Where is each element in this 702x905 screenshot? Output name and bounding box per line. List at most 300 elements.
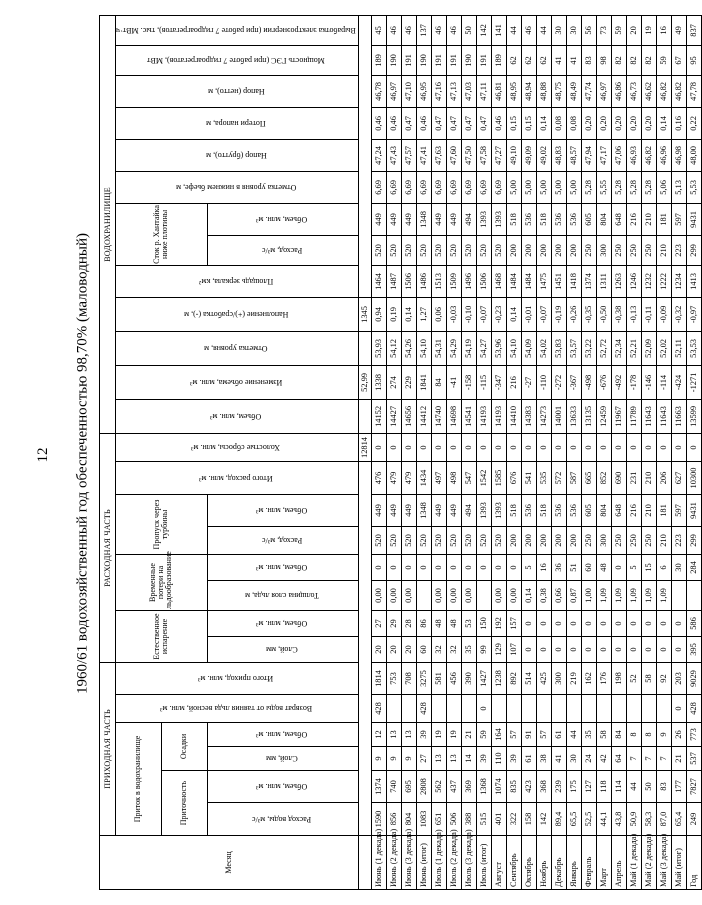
table-cell: 0,00 <box>446 581 461 611</box>
row-label: Июль (3 декада) <box>461 836 476 890</box>
table-cell: 250 <box>641 235 656 265</box>
header-col-7: Слой, мм <box>207 637 358 663</box>
table-cell: 1,09 <box>611 581 626 611</box>
table-cell: 0,66 <box>551 581 566 611</box>
table-cell: 0 <box>641 637 656 663</box>
table-cell: 48 <box>431 611 446 637</box>
table-cell: 32 <box>446 637 461 663</box>
table-cell: 157 <box>506 611 521 637</box>
table-cell: 189 <box>491 45 506 75</box>
table-cell: 388 <box>461 803 476 836</box>
table-cell: 35 <box>581 723 596 747</box>
table-cell: 1246 <box>626 265 641 297</box>
header-osadki: Осадки <box>161 723 207 771</box>
table-cell: 520 <box>386 235 401 265</box>
table-row <box>536 15 551 889</box>
table-cell: 6,69 <box>461 171 476 203</box>
table-cell <box>641 695 656 723</box>
header-evaporation-group: Естественное испарение <box>116 611 208 663</box>
table-cell: 0 <box>566 433 581 461</box>
table-cell: 48,88 <box>536 75 551 107</box>
table-cell: 42 <box>596 747 611 771</box>
table-cell: 47,63 <box>431 139 446 171</box>
table-cell: 541 <box>521 462 536 495</box>
table-cell: 1263 <box>611 265 626 297</box>
table-cell: 57 <box>506 723 521 747</box>
table-cell: 0,14 <box>536 107 551 139</box>
table-cell: 0,94 <box>371 297 386 331</box>
table-cell <box>581 695 596 723</box>
table-cell: 14383 <box>521 399 536 433</box>
table-cell: 52,11 <box>671 331 686 365</box>
table-cell: 41 <box>551 45 566 75</box>
table-cell: 369 <box>461 771 476 803</box>
table-cell: 13 <box>431 747 446 771</box>
table-cell: 30 <box>566 15 581 45</box>
table-cell: 14193 <box>491 399 506 433</box>
table-cell: 0,15 <box>521 107 536 139</box>
table-cell: 142 <box>536 803 551 836</box>
table-cell: 47,74 <box>581 75 596 107</box>
initial-blank-change <box>358 399 371 433</box>
initial-blank <box>358 836 371 890</box>
table-cell: 449 <box>446 203 461 235</box>
table-cell: 47,24 <box>371 139 386 171</box>
table-cell: 0 <box>416 433 431 461</box>
table-row <box>581 15 596 889</box>
table-cell: 14656 <box>401 399 416 433</box>
table-cell: 46,82 <box>671 75 686 107</box>
table-cell: 0 <box>611 555 626 581</box>
table-cell: 1451 <box>551 265 566 297</box>
table-cell: 0 <box>506 433 521 461</box>
table-cell: 740 <box>386 771 401 803</box>
table-cell: 6,69 <box>386 171 401 203</box>
table-cell: 62 <box>506 45 521 75</box>
table-cell: 1841 <box>416 365 431 399</box>
table-cell: 47,16 <box>431 75 446 107</box>
table-cell: 5,53 <box>686 171 701 203</box>
table-cell: 449 <box>446 495 461 527</box>
table-cell: 191 <box>446 45 461 75</box>
table-cell: 497 <box>431 462 446 495</box>
table-cell: 200 <box>521 235 536 265</box>
table-cell <box>386 695 401 723</box>
table-cell: 14412 <box>416 399 431 433</box>
table-cell: 0 <box>461 555 476 581</box>
table-row <box>401 15 416 889</box>
table-cell: 1418 <box>566 265 581 297</box>
table-cell: 50 <box>641 771 656 803</box>
document-title: 1960/61 водохозяйственный год обеспеченностью 98,70% (маловодный) <box>74 232 91 695</box>
table-cell: -0,38 <box>611 297 626 331</box>
table-cell: -0,01 <box>521 297 536 331</box>
table-cell: 142 <box>476 15 491 45</box>
table-cell: 52,34 <box>611 331 626 365</box>
table-cell: 16 <box>656 15 671 45</box>
table-cell: 48,57 <box>566 139 581 171</box>
table-row <box>476 15 491 889</box>
table-cell: 190 <box>461 45 476 75</box>
table-cell: 28 <box>401 611 416 637</box>
table-cell: -367 <box>566 365 581 399</box>
table-cell: 239 <box>551 771 566 803</box>
table-cell: 54,27 <box>476 331 491 365</box>
table-cell: 2808 <box>416 771 431 803</box>
table-cell: 1464 <box>371 265 386 297</box>
table-cell: 0,20 <box>596 107 611 139</box>
table-cell: 49 <box>671 15 686 45</box>
table-cell: 46 <box>431 15 446 45</box>
header-col-25: Напор (нетто), м <box>116 75 359 107</box>
table-cell: 0 <box>491 555 506 581</box>
table-cell: 274 <box>386 365 401 399</box>
table-cell: 1368 <box>476 771 491 803</box>
table-cell: 494 <box>461 495 476 527</box>
table-cell: 41 <box>566 45 581 75</box>
table-cell: 449 <box>386 203 401 235</box>
table-cell: 425 <box>536 663 551 695</box>
table-cell: 0 <box>566 611 581 637</box>
row-label: Октябрь <box>521 836 536 890</box>
table-cell: 520 <box>416 235 431 265</box>
table-cell: 52,72 <box>596 331 611 365</box>
table-cell: 536 <box>566 203 581 235</box>
table-cell: 229 <box>401 365 416 399</box>
table-cell: 200 <box>536 527 551 555</box>
table-row <box>641 15 656 889</box>
table-cell: 12459 <box>596 399 611 433</box>
table-cell: 150 <box>476 611 491 637</box>
table-cell: 44 <box>506 15 521 45</box>
table-cell: 50,9 <box>626 803 641 836</box>
table-cell: 0,00 <box>506 581 521 611</box>
table-cell <box>596 695 611 723</box>
table-cell: 1,09 <box>656 581 671 611</box>
table-cell: 54,19 <box>461 331 476 365</box>
row-label: Ноябрь <box>536 836 551 890</box>
table-cell: 7 <box>656 747 671 771</box>
table-cell: 0 <box>536 611 551 637</box>
table-cell <box>476 581 491 611</box>
header-col-9: Толщина слоя льда, м <box>207 581 358 611</box>
table-cell: 8 <box>641 723 656 747</box>
table-cell: 46,96 <box>656 139 671 171</box>
table-cell: 67 <box>671 45 686 75</box>
table-cell: 6 <box>656 555 671 581</box>
table-cell: 59 <box>656 45 671 75</box>
table-cell: 520 <box>401 235 416 265</box>
table-cell: 1814 <box>371 663 386 695</box>
table-cell: 449 <box>431 495 446 527</box>
table-cell: 200 <box>506 527 521 555</box>
table-cell: 191 <box>401 45 416 75</box>
table-cell: 200 <box>521 527 536 555</box>
table-cell: 0 <box>656 611 671 637</box>
table-cell: 0 <box>596 611 611 637</box>
table-cell: 0 <box>476 695 491 723</box>
table-cell: 0,46 <box>491 107 506 139</box>
table-cell: 3275 <box>416 663 431 695</box>
table-cell: 892 <box>506 663 521 695</box>
table-cell <box>686 581 701 611</box>
table-cell: 46,86 <box>611 75 626 107</box>
table-cell: 11643 <box>656 399 671 433</box>
table-cell: 58,3 <box>641 803 656 836</box>
table-cell: 428 <box>371 695 386 723</box>
table-cell: 6,69 <box>491 171 506 203</box>
table-cell: 47,50 <box>461 139 476 171</box>
table-cell: 46 <box>401 15 416 45</box>
table-cell: 0,46 <box>371 107 386 139</box>
table-cell: -0,26 <box>566 297 581 331</box>
table-cell: 216 <box>506 365 521 399</box>
table-cell: 852 <box>596 462 611 495</box>
table-cell: 0 <box>626 637 641 663</box>
table-cell: 0 <box>401 433 416 461</box>
table-cell: 0 <box>371 555 386 581</box>
table-cell: 46 <box>521 15 536 45</box>
table-cell: 30 <box>671 555 686 581</box>
table-cell: 648 <box>611 203 626 235</box>
table-cell: 7 <box>626 747 641 771</box>
table-cell: 176 <box>596 663 611 695</box>
table-cell: 0 <box>371 433 386 461</box>
table-cell: 5,13 <box>671 171 686 203</box>
table-cell: 46,81 <box>491 75 506 107</box>
table-cell: 1513 <box>431 265 446 297</box>
header-col-24: Потери напора, м <box>116 107 359 139</box>
table-cell: 47,11 <box>476 75 491 107</box>
table-cell: 92 <box>656 663 671 695</box>
table-cell: 52,02 <box>656 331 671 365</box>
initial-blank-fill <box>358 331 371 365</box>
table-cell: 14427 <box>386 399 401 433</box>
table-cell: 0,20 <box>581 107 596 139</box>
table-cell: 0 <box>611 433 626 461</box>
table-cell: 46,97 <box>386 75 401 107</box>
table-cell: -1271 <box>686 365 701 399</box>
table-cell: 520 <box>476 235 491 265</box>
table-cell: 6,69 <box>431 171 446 203</box>
table-cell: 49,02 <box>536 139 551 171</box>
table-cell: 1083 <box>416 803 431 836</box>
table-cell: 47,13 <box>446 75 461 107</box>
table-cell: 65,4 <box>671 803 686 836</box>
table-cell: 47,41 <box>416 139 431 171</box>
table-cell: 0 <box>671 611 686 637</box>
table-cell: 35 <box>461 637 476 663</box>
header-col-8: Объем, млн. м³ <box>207 611 358 637</box>
table-cell: 46,82 <box>656 75 671 107</box>
table-cell: 0 <box>521 611 536 637</box>
table-cell: 753 <box>386 663 401 695</box>
table-cell: 53,57 <box>566 331 581 365</box>
table-cell: 520 <box>461 235 476 265</box>
table-cell: 48,49 <box>566 75 581 107</box>
table-cell: -0,03 <box>446 297 461 331</box>
table-cell: 177 <box>671 771 686 803</box>
table-cell: 13135 <box>581 399 596 433</box>
table-cell: 200 <box>551 527 566 555</box>
table-cell: 27 <box>371 611 386 637</box>
header-col-1: Расход воды, м³/с <box>207 803 358 836</box>
table-cell: 627 <box>671 462 686 495</box>
page-number: 12 <box>35 447 51 463</box>
header-pritochnost: Приточность <box>161 771 207 836</box>
table-row <box>431 15 446 889</box>
table-cell: 1,00 <box>581 581 596 611</box>
table-cell: 498 <box>446 462 461 495</box>
table-cell: -347 <box>491 365 506 399</box>
table-cell: 216 <box>626 495 641 527</box>
table-cell: 428 <box>416 695 431 723</box>
header-col-22: Отметка уровня в нижнем бьефе, м <box>116 171 359 203</box>
table-cell: 0,47 <box>476 107 491 139</box>
table-cell <box>431 695 446 723</box>
table-cell: 46,98 <box>671 139 686 171</box>
table-cell: 54,31 <box>431 331 446 365</box>
table-cell: 14541 <box>461 399 476 433</box>
table-cell: 54,10 <box>416 331 431 365</box>
table-cell: 82 <box>626 45 641 75</box>
table-cell: 0 <box>596 637 611 663</box>
table-cell: 210 <box>656 235 671 265</box>
table-cell: 0 <box>626 611 641 637</box>
table-cell: 1434 <box>416 462 431 495</box>
table-row <box>491 15 506 889</box>
table-cell: 5,28 <box>581 171 596 203</box>
table-cell: 200 <box>506 235 521 265</box>
table-cell: 11663 <box>671 399 686 433</box>
table-cell: 449 <box>401 495 416 527</box>
table-cell: 19 <box>641 15 656 45</box>
table-cell: 62 <box>536 45 551 75</box>
table-cell <box>416 581 431 611</box>
table-cell: 83 <box>581 45 596 75</box>
table-cell: -0,32 <box>671 297 686 331</box>
header-col-10: Объем, млн. м³ <box>207 555 358 581</box>
header-col-6: Итого приход, млн. м³ <box>116 663 359 695</box>
table-cell: 20 <box>401 637 416 663</box>
table-cell: 9431 <box>686 495 701 527</box>
table-cell: 60 <box>581 555 596 581</box>
header-stok-group: Сток р. Хантайка ниже плотины <box>116 203 208 265</box>
table-cell: 83 <box>656 771 671 803</box>
table-cell: 0 <box>521 637 536 663</box>
table-row <box>416 15 431 889</box>
table-cell: 8 <box>626 723 641 747</box>
table-cell: 299 <box>686 527 701 555</box>
table-cell: 24 <box>581 747 596 771</box>
table-cell: 47,06 <box>611 139 626 171</box>
table-cell: 605 <box>581 203 596 235</box>
table-cell: 98 <box>596 45 611 75</box>
table-cell: 835 <box>506 771 521 803</box>
table-cell: 401 <box>491 803 506 836</box>
table-cell: 27 <box>416 747 431 771</box>
table-rotated <box>99 24 698 890</box>
table-cell: 53,93 <box>371 331 386 365</box>
header-col-5: Возврат воды от таяния льда весной, млн. м³ <box>116 695 359 723</box>
table-cell: 26 <box>671 723 686 747</box>
table-cell: 198 <box>611 663 626 695</box>
table-cell: 0 <box>611 637 626 663</box>
table-cell: 520 <box>446 235 461 265</box>
row-label: Январь <box>566 836 581 890</box>
table-cell: 59 <box>611 15 626 45</box>
table-cell: 9 <box>386 747 401 771</box>
table-cell: 48,94 <box>521 75 536 107</box>
table-cell: 52 <box>626 663 641 695</box>
table-cell: 44 <box>536 15 551 45</box>
table-cell: 1348 <box>416 495 431 527</box>
table-cell: 1348 <box>416 203 431 235</box>
table-cell: 804 <box>596 203 611 235</box>
table-cell: 9431 <box>686 203 701 235</box>
table-cell: 0,38 <box>536 581 551 611</box>
table-cell: 837 <box>686 15 701 45</box>
table-cell: 99 <box>476 637 491 663</box>
table-cell: 665 <box>581 462 596 495</box>
table-cell: 216 <box>626 203 641 235</box>
row-label: Июнь (итог) <box>416 836 431 890</box>
table-cell: 0,46 <box>416 107 431 139</box>
header-inflow-part: ПРИХОДНАЯ ЧАСТЬ <box>100 663 116 836</box>
table-cell: 250 <box>581 527 596 555</box>
header-inflow-group: Приток в водохранилище <box>116 723 162 836</box>
table-cell: 0 <box>431 433 446 461</box>
table-cell: 32 <box>431 637 446 663</box>
table-cell: 0,00 <box>491 581 506 611</box>
table-cell: 1,27 <box>416 297 431 331</box>
table-cell: 19 <box>446 723 461 747</box>
table-row <box>506 15 521 889</box>
table-cell: 250 <box>641 527 656 555</box>
table-cell: 52,21 <box>626 331 641 365</box>
table-cell: 73 <box>596 15 611 45</box>
table-cell: 449 <box>431 203 446 235</box>
table-row <box>551 15 566 889</box>
table-cell: 129 <box>491 637 506 663</box>
table-cell: 0,14 <box>521 581 536 611</box>
row-label: Август <box>491 836 506 890</box>
table-cell: 0 <box>671 637 686 663</box>
table-cell: 0 <box>581 611 596 637</box>
table-cell: 48,75 <box>551 75 566 107</box>
table-cell: 0,87 <box>566 581 581 611</box>
table-cell: 0 <box>491 433 506 461</box>
table-cell: 5,00 <box>566 171 581 203</box>
table-cell: 1487 <box>386 265 401 297</box>
table-cell: 14 <box>461 747 476 771</box>
table-cell: 46,78 <box>371 75 386 107</box>
table-cell: 5,28 <box>641 171 656 203</box>
table-cell: 54,10 <box>506 331 521 365</box>
header-col-12: Объем, млн. м³ <box>207 495 358 527</box>
row-label: Февраль <box>581 836 596 890</box>
table-cell: 0 <box>686 433 701 461</box>
table-cell: 47,43 <box>386 139 401 171</box>
table-cell: 46,97 <box>596 75 611 107</box>
table-cell: 84 <box>431 365 446 399</box>
table-cell: -676 <box>596 365 611 399</box>
header-temp-loss-group: Временные потери на льдообразование <box>116 555 208 611</box>
table-cell: 84 <box>611 723 626 747</box>
table-cell: 1393 <box>491 495 506 527</box>
table-cell: 9 <box>656 723 671 747</box>
row-label: Май (3 декада) <box>656 836 671 890</box>
